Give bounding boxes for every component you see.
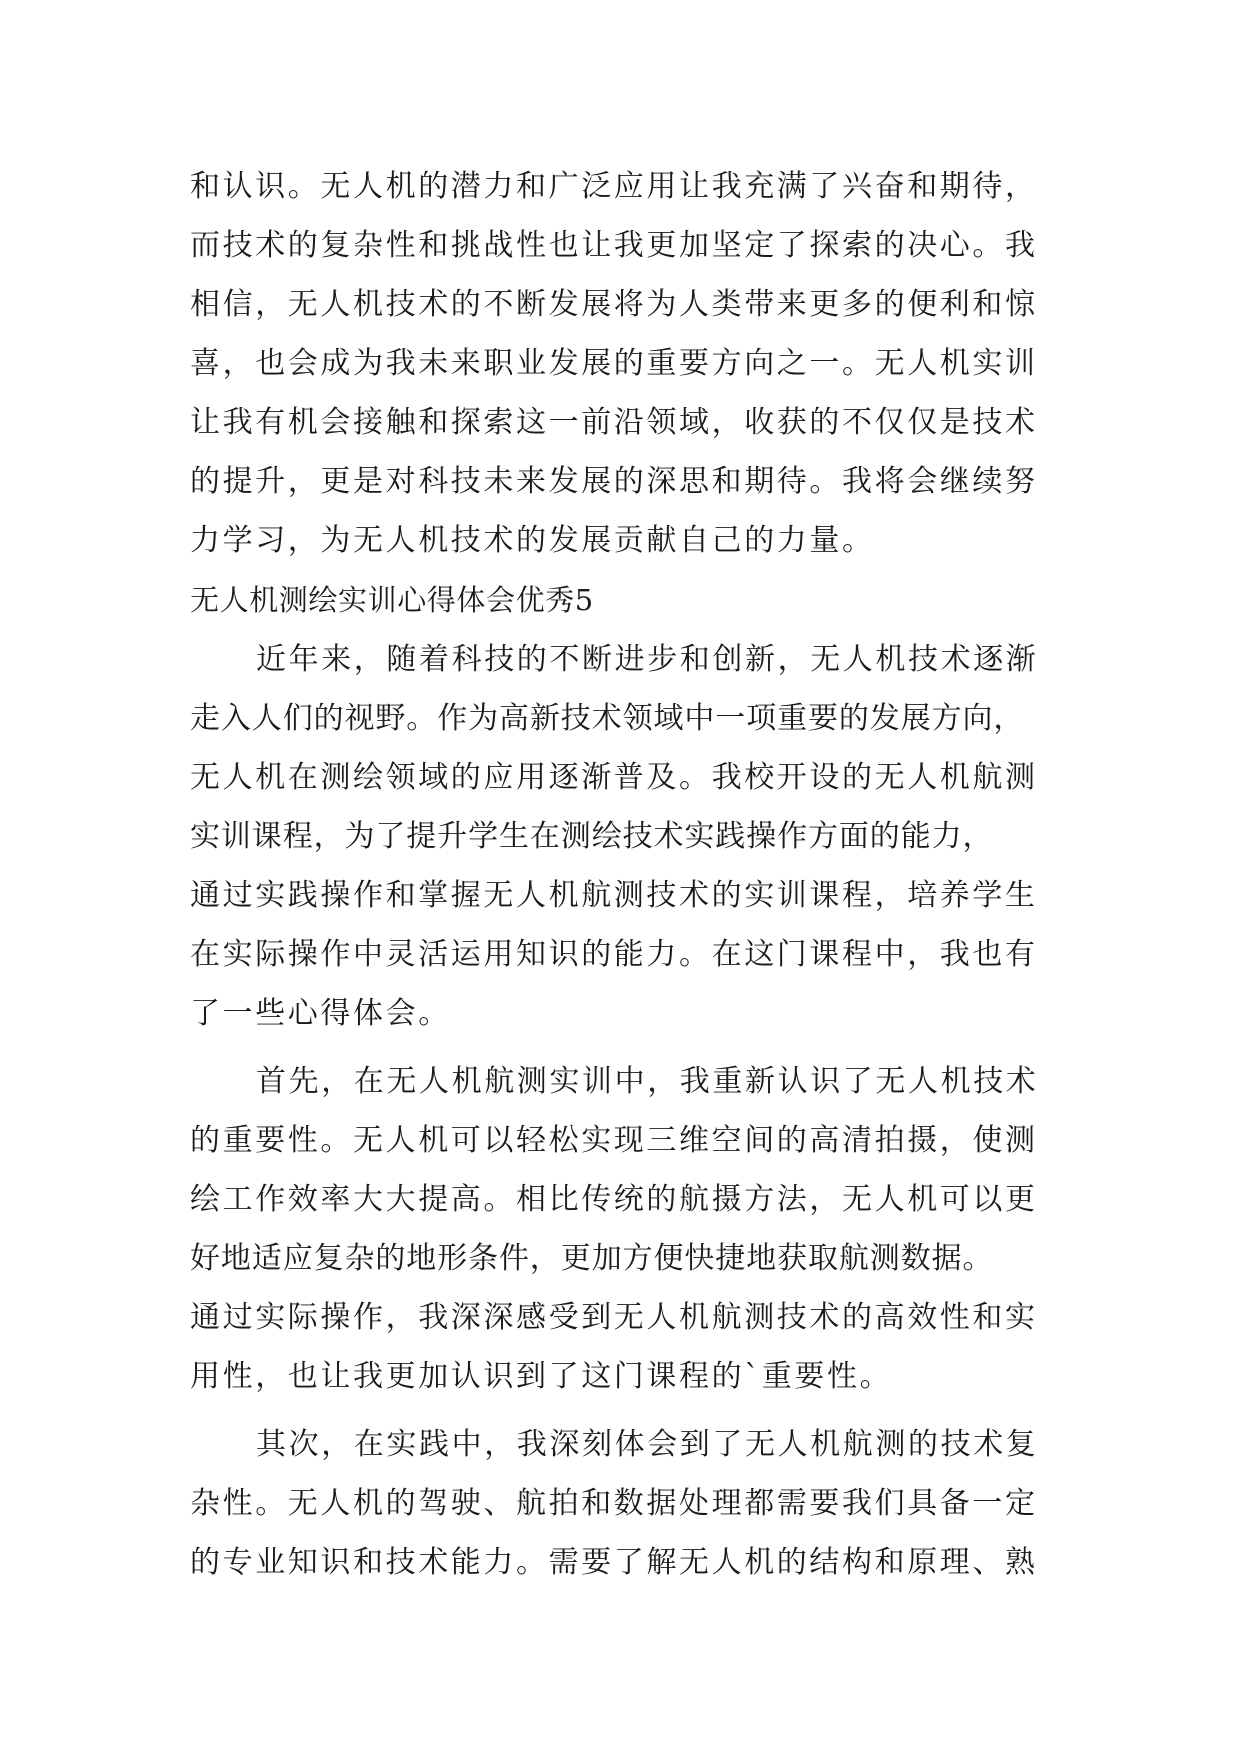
text-line: 在实际操作中灵活运用知识的能力。在这门课程中，我也有 — [190, 937, 1038, 972]
text-line: 让我有机会接触和探索这一前沿领域，收获的不仅仅是技术 — [190, 405, 1038, 440]
text-line: 无人机在测绘领域的应用逐渐普及。我校开设的无人机航测 — [190, 760, 1038, 795]
text-line: 相信，无人机技术的不断发展将为人类带来更多的便利和惊 — [190, 287, 1038, 322]
paragraph-first — [190, 1052, 1062, 1406]
paragraph-second — [190, 1415, 1062, 1592]
paragraph-spacer — [190, 1043, 1062, 1052]
section-heading: 无人机测绘实训心得体会优秀5 — [190, 583, 594, 617]
text-line: 其次，在实践中，我深刻体会到了无人机航测的技术复 — [256, 1427, 1039, 1462]
text-line: 通过实际操作，我深深感受到无人机航测技术的高效性和实 — [190, 1300, 1038, 1335]
text-line: 了一些心得体会。 — [190, 996, 451, 1031]
paragraph-prev — [190, 157, 1062, 570]
text-line: 的提升，更是对科技未来发展的深思和期待。我将会继续努 — [190, 464, 1038, 499]
text-line: 力学习，为无人机技术的发展贡献自己的力量。 — [190, 523, 875, 558]
text-line: 绘工作效率大大提高。相比传统的航摄方法，无人机可以更 — [190, 1182, 1038, 1217]
paragraph-intro — [190, 630, 1062, 1043]
text-line: 杂性。无人机的驾驶、航拍和数据处理都需要我们具备一定 — [190, 1486, 1038, 1521]
text-line: 而技术的复杂性和挑战性也让我更加坚定了探索的决心。我 — [190, 228, 1038, 263]
text-line: 近年来，随着科技的不断进步和创新，无人机技术逐渐 — [256, 642, 1039, 677]
text-line: 的重要性。无人机可以轻松实现三维空间的高清拍摄，使测 — [190, 1123, 1038, 1158]
text-line: 喜，也会成为我未来职业发展的重要方向之一。无人机实训 — [190, 346, 1038, 381]
text-line: 的专业知识和技术能力。需要了解无人机的结构和原理、熟 — [190, 1545, 1038, 1580]
paragraph-spacer — [190, 1406, 1062, 1415]
text-line: 和认识。无人机的潜力和广泛应用让我充满了兴奋和期待， — [190, 169, 1038, 204]
text-line: 用性，也让我更加认识到了这门课程的`重要性。 — [190, 1359, 893, 1394]
text-line: 通过实践操作和掌握无人机航测技术的实训课程，培养学生 — [190, 878, 1038, 913]
body-text — [190, 157, 1062, 1592]
text-line: 首先，在无人机航测实训中，我重新认识了无人机技术 — [256, 1064, 1039, 1099]
text-line: 好地适应复杂的地形条件，更加方便快捷地获取航测数据。 — [190, 1241, 994, 1276]
text-line: 走入人们的视野。作为高新技术领域中一项重要的发展方向， — [190, 701, 1025, 736]
text-line: 实训课程，为了提升学生在测绘技术实践操作方面的能力， — [190, 819, 994, 854]
